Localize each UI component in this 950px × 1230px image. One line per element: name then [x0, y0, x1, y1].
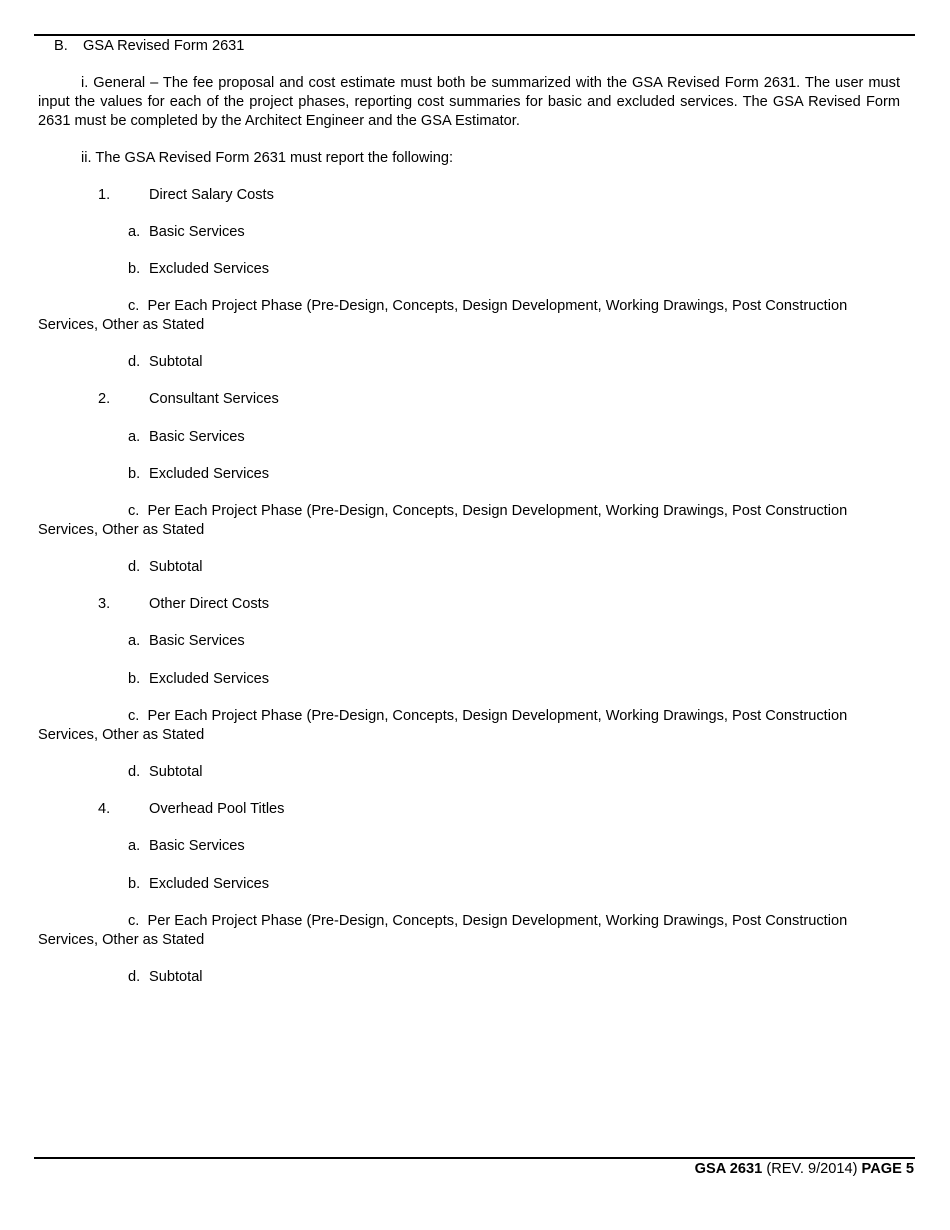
sub-item-marker: b. — [128, 876, 141, 892]
sub-item-text: Excluded Services — [149, 671, 270, 687]
footer-form-number: GSA 2631 — [694, 1161, 763, 1177]
sub-item-text: Basic Services — [149, 633, 245, 649]
sub-item-marker: c. — [128, 913, 140, 929]
footer-page-number: PAGE 5 — [861, 1161, 914, 1177]
item-number: 2. — [98, 391, 111, 407]
item-title: Other Direct Costs — [149, 596, 270, 612]
sub-item-text: Basic Services — [149, 838, 245, 854]
sub-item-marker: a. — [128, 633, 141, 649]
footer-revision: (REV. 9/2014) — [766, 1161, 858, 1177]
item-number: 4. — [98, 801, 111, 817]
item-title: Overhead Pool Titles — [149, 801, 285, 817]
sub-item-text: Subtotal — [149, 559, 203, 575]
sub-item-text: Subtotal — [149, 354, 203, 370]
item-title: Consultant Services — [149, 391, 279, 407]
sub-item-wrapped — [38, 297, 900, 335]
sub-item-text: Per Each Project Phase (Pre-Design, Concepts, Design Development, Working Drawings, Post Construction Services, Other as Stated — [38, 708, 848, 743]
sub-item-text: Basic Services — [149, 429, 245, 445]
sub-item-marker: b. — [128, 671, 141, 687]
general-paragraph: i. General – The fee proposal and cost estimate must both be summarized with the GSA Revised Form 2631. The user must input the values for each of the project phases, reporting cost summaries for basic and excluded services. The GSA Revised Form 2631 must be completed by the Architect Engineer and the GSA Estimator. — [38, 75, 900, 129]
sub-item-marker: c. — [128, 708, 140, 724]
sub-item-text: Per Each Project Phase (Pre-Design, Concepts, Design Development, Working Drawings, Post Construction Services, Other as Stated — [38, 298, 848, 333]
sub-item-marker: a. — [128, 838, 141, 854]
sub-item-marker: d. — [128, 354, 141, 370]
sub-item-text: Basic Services — [149, 224, 245, 240]
report-intro-text: ii. The GSA Revised Form 2631 must report the following: — [81, 150, 454, 166]
sub-item-wrapped — [38, 912, 900, 950]
sub-item-wrapped — [38, 707, 900, 745]
sub-item-marker: c. — [128, 298, 140, 314]
item-number: 3. — [98, 596, 111, 612]
sub-item-marker: b. — [128, 261, 141, 277]
sub-item-text: Subtotal — [149, 969, 203, 985]
item-title: Direct Salary Costs — [149, 187, 274, 203]
page-footer — [695, 1160, 914, 1179]
sub-item-marker: a. — [128, 429, 141, 445]
sub-item-text: Excluded Services — [149, 466, 270, 482]
sub-item-text: Excluded Services — [149, 261, 270, 277]
sub-item-marker: d. — [128, 559, 141, 575]
sub-item-wrapped — [38, 502, 900, 540]
sub-item-marker: b. — [128, 466, 141, 482]
top-rule — [34, 34, 915, 36]
item-number: 1. — [98, 187, 111, 203]
sub-item-marker: d. — [128, 969, 141, 985]
sub-item-text: Per Each Project Phase (Pre-Design, Concepts, Design Development, Working Drawings, Post Construction Services, Other as Stated — [38, 913, 848, 948]
sub-item-text: Excluded Services — [149, 876, 270, 892]
section-marker: B. — [54, 38, 68, 54]
sub-item-text: Per Each Project Phase (Pre-Design, Concepts, Design Development, Working Drawings, Post Construction Services, Other as Stated — [38, 503, 848, 538]
sub-item-text: Subtotal — [149, 764, 203, 780]
sub-item-marker: d. — [128, 764, 141, 780]
bottom-rule — [34, 1157, 915, 1159]
sub-item-marker: a. — [128, 224, 141, 240]
sub-item-marker: c. — [128, 503, 140, 519]
section-title: GSA Revised Form 2631 — [83, 38, 245, 54]
